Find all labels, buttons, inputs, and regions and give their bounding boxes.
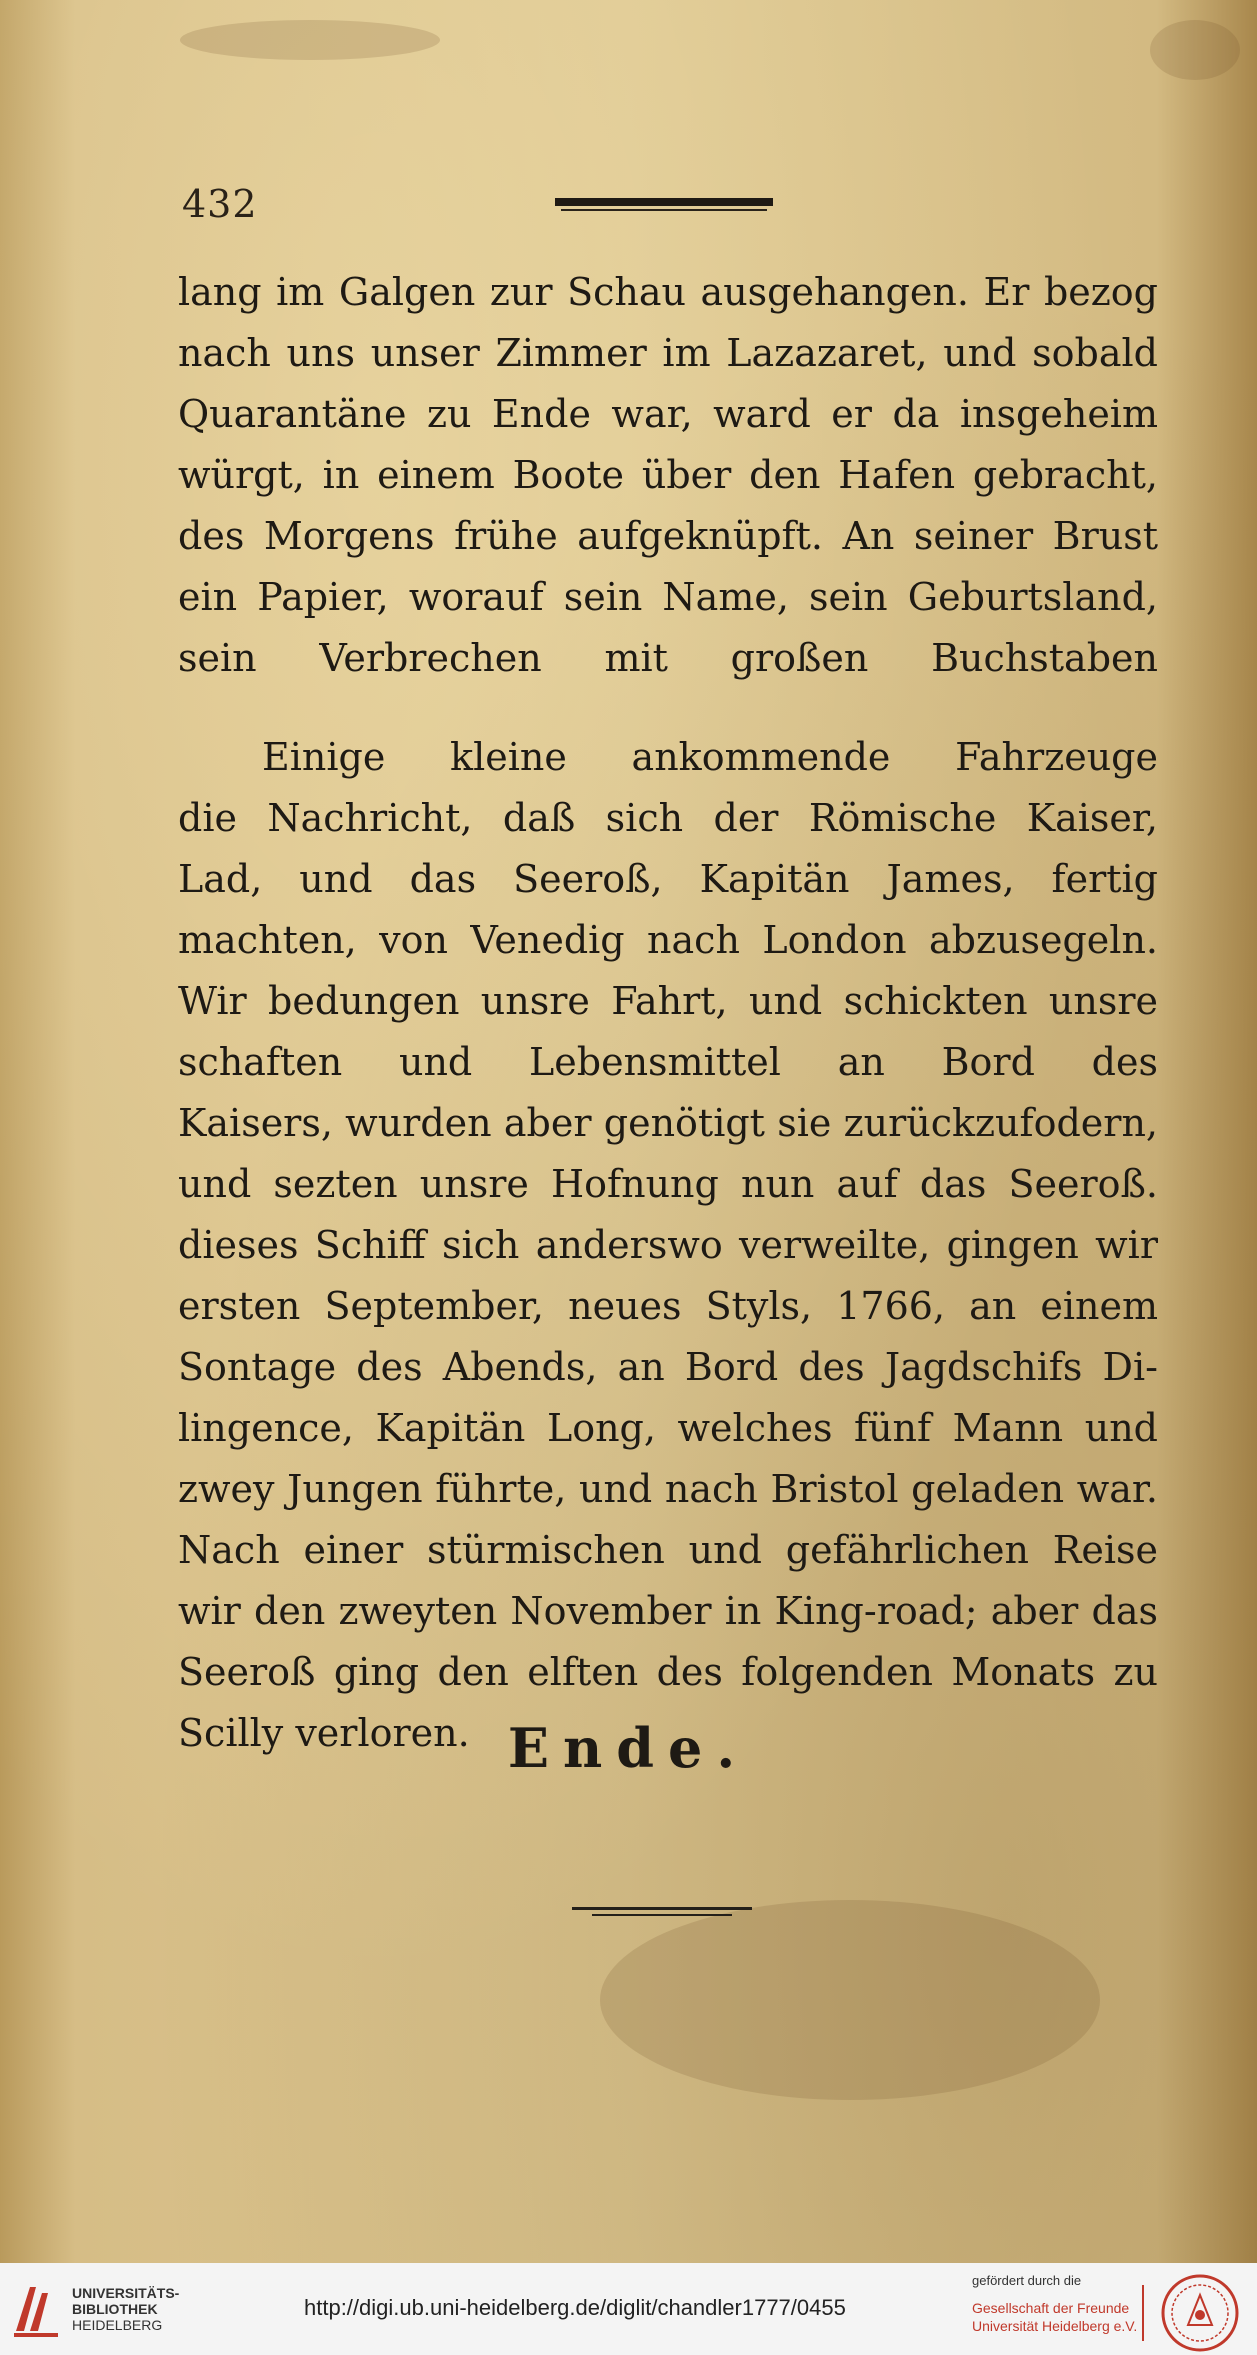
header-rule [555,198,773,213]
ende-heading: Ende. [507,1716,750,1780]
text-line: ersten September, neues Styls, 1766, an einem [178,1284,1158,1328]
text-line: Wir bedungen unsre Fahrt, und schickten unsre [178,979,1158,1023]
paper-stain [600,1900,1100,2100]
sponsor-name-line: Gesellschaft der Freunde [972,2300,1130,2316]
text-line: Nach einer stürmischen und gefährlichen Reise [178,1528,1158,1572]
text-line: Einige kleine ankommende Fahrzeuge [262,735,1158,779]
text-line: Scilly verloren. [178,1711,470,1755]
library-logo-icon [10,2279,64,2339]
permalink[interactable]: http://digi.ub.uni-heidelberg.de/diglit/chandler1777/0455 [304,2295,846,2320]
text-line: wir den zweyten November in King-road; aber das [178,1589,1158,1633]
paper-stain [1150,20,1240,80]
text-line: und sezten unsre Hofnung nun auf das Seeroß. [178,1162,1158,1206]
text-line: Lad, und das Seeroß, Kapitän James, fertig [178,857,1158,901]
text-line: lingence, Kapitän Long, welches fünf Mann und [178,1406,1158,1450]
text-line: Sontage des Abends, an Bord des Jagdschifs Di- [178,1345,1158,1389]
text-line: lang im Galgen zur Schau ausgehangen. Er bezog [178,270,1158,314]
text-line: Kaisers, wurden aber genötigt sie zurückzufodern, [178,1101,1158,1145]
paper-stain [180,20,440,60]
page-number: 432 [182,182,258,226]
text-line: ein Papier, worauf sein Name, sein Geburtsland, [178,575,1158,619]
text-line: dieses Schiff sich anderswo verweilte, gingen wir [178,1223,1158,1267]
text-line: schaften und Lebensmittel an Bord des [178,1040,1158,1084]
sponsor-label: gefördert durch die [972,2273,1082,2288]
university-seal-icon [1160,2273,1240,2353]
text-line: machten, von Venedig nach London abzusegeln. [178,918,1158,962]
library-name-line: BIBLIOTHEK [72,2301,158,2317]
library-name [72,2285,179,2333]
text-line: Quarantäne zu Ende war, ward er da insgeheim [178,392,1158,436]
text-line: zwey Jungen führte, und nach Bristol geladen war. [178,1467,1158,1511]
text-line: des Morgens frühe aufgeknüpft. An seiner Brust [178,514,1158,558]
text-line: sein Verbrechen mit großen Buchstaben [178,636,1158,680]
sponsor-name [972,2299,1137,2335]
body-text [178,262,1158,1764]
text-line: würgt, in einem Boote über den Hafen gebracht, [178,453,1158,497]
footer-divider [1142,2285,1144,2341]
text-line: nach uns unser Zimmer im Lazazaret, und sobald [178,331,1158,375]
sponsor-name-line: Universität Heidelberg e.V. [972,2318,1138,2334]
end-rule [572,1907,752,1916]
text-line: die Nachricht, daß sich der Römische Kaiser, [178,796,1158,840]
library-name-line: HEIDELBERG [72,2317,163,2333]
footer-bar [0,2263,1257,2355]
text-line: Seeroß ging den elften des folgenden Monats zu [178,1650,1158,1694]
library-name-line: UNIVERSITÄTS- [72,2285,180,2301]
